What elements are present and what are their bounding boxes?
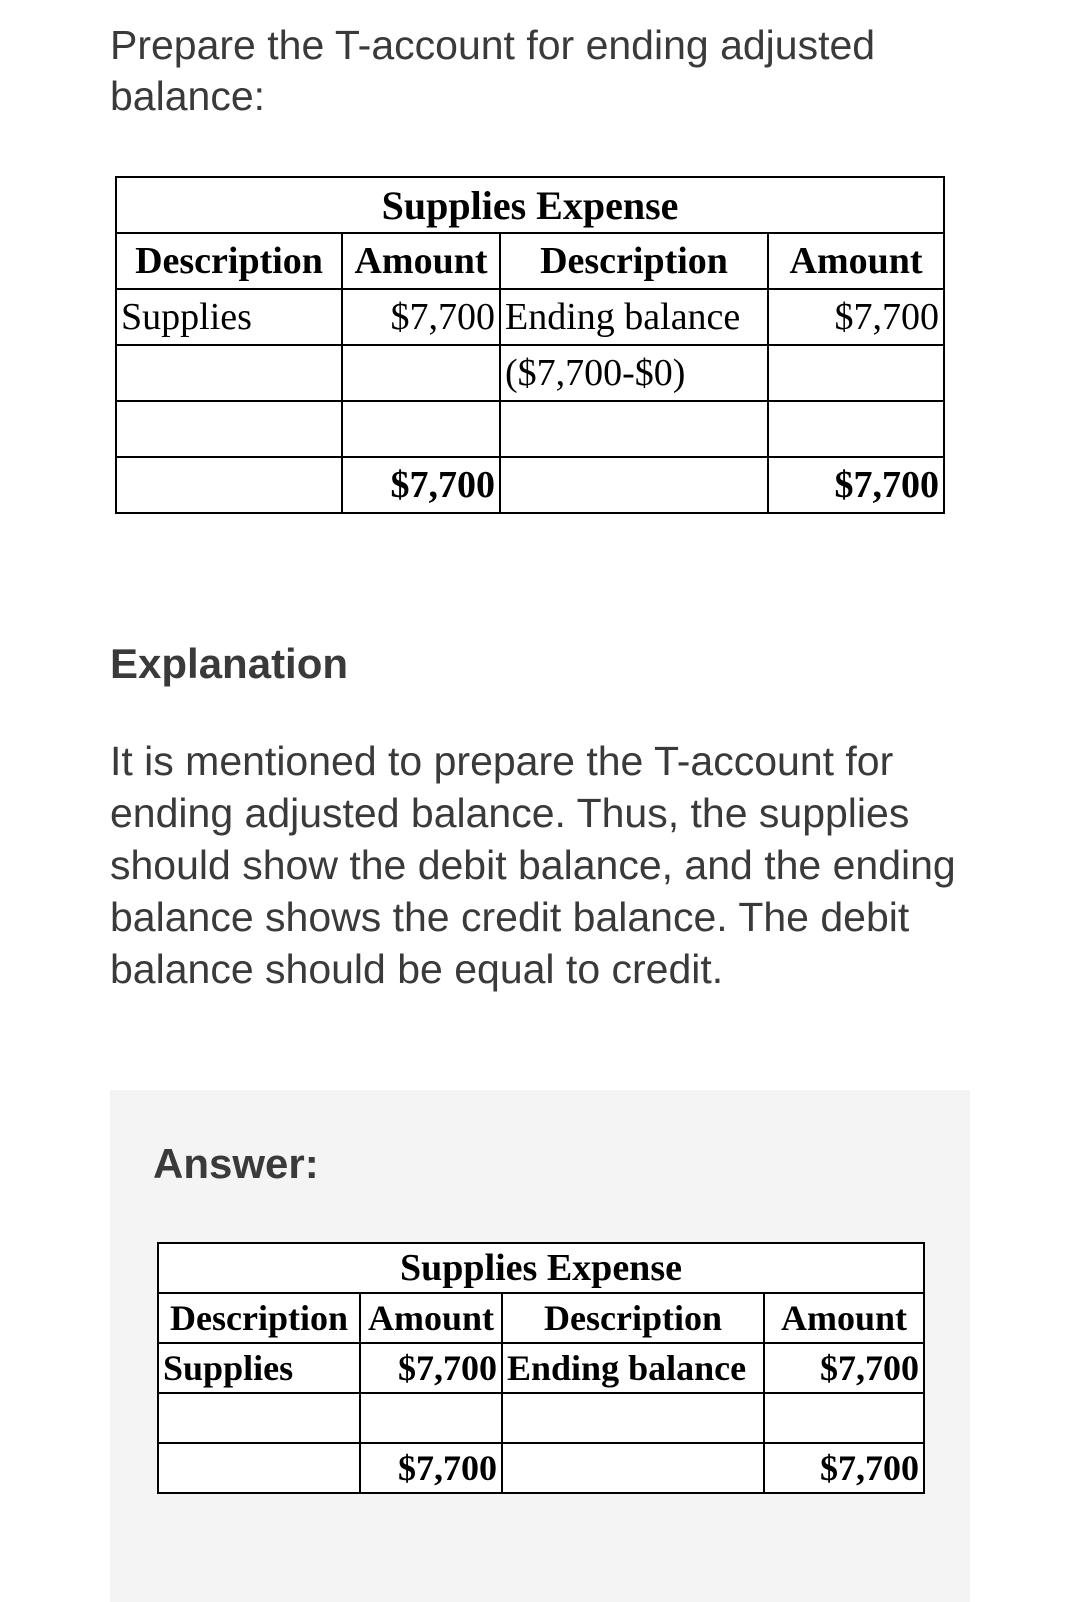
explanation-title: Explanation bbox=[110, 640, 349, 687]
cell-description bbox=[116, 401, 342, 457]
cell-description: Supplies bbox=[116, 289, 342, 345]
cell-amount: $7,700 bbox=[764, 1343, 924, 1393]
table-header-row bbox=[116, 233, 944, 289]
cell-description bbox=[116, 345, 342, 401]
cell-amount bbox=[360, 1393, 502, 1443]
table-row bbox=[116, 345, 944, 401]
cell-amount bbox=[342, 345, 500, 401]
cell-description: ($7,700-$0) bbox=[500, 345, 768, 401]
cell-amount bbox=[764, 1393, 924, 1443]
total-credit: $7,700 bbox=[768, 457, 944, 513]
table-row bbox=[158, 1393, 924, 1443]
cell-amount: $7,700 bbox=[360, 1343, 502, 1393]
total-debit: $7,700 bbox=[360, 1443, 502, 1493]
header-description-credit: Description bbox=[500, 233, 768, 289]
cell-description bbox=[158, 1393, 360, 1443]
cell-description bbox=[116, 457, 342, 513]
cell-amount: $7,700 bbox=[768, 289, 944, 345]
cell-description bbox=[158, 1443, 360, 1493]
table-title-row bbox=[158, 1243, 924, 1293]
table-title: Supplies Expense bbox=[158, 1243, 924, 1293]
cell-amount bbox=[768, 401, 944, 457]
cell-amount bbox=[342, 401, 500, 457]
cell-amount bbox=[768, 345, 944, 401]
answer-title: Answer: bbox=[153, 1140, 319, 1187]
header-amount-debit: Amount bbox=[360, 1293, 502, 1343]
cell-amount: $7,700 bbox=[342, 289, 500, 345]
header-amount-debit: Amount bbox=[342, 233, 500, 289]
total-debit: $7,700 bbox=[342, 457, 500, 513]
header-description-debit: Description bbox=[158, 1293, 360, 1343]
cell-description: Ending balance bbox=[502, 1343, 764, 1393]
header-amount-credit: Amount bbox=[768, 233, 944, 289]
table-row bbox=[116, 289, 944, 345]
cell-description bbox=[502, 1393, 764, 1443]
cell-description bbox=[500, 401, 768, 457]
cell-description: Supplies bbox=[158, 1343, 360, 1393]
page-heading: Prepare the T-account for ending adjusted balance: bbox=[110, 22, 876, 119]
supplies-expense-t-account bbox=[115, 176, 945, 514]
table-title: Supplies Expense bbox=[116, 177, 944, 233]
table-totals-row bbox=[158, 1443, 924, 1493]
header-amount-credit: Amount bbox=[764, 1293, 924, 1343]
explanation-body: It is mentioned to prepare the T-account for ending adjusted balance. Thus, the supplies should show the debit balance, and the ending balance shows the credit balance. The debit balance should be equal to credit. bbox=[110, 738, 956, 992]
table-title-row bbox=[116, 177, 944, 233]
cell-description: Ending balance bbox=[500, 289, 768, 345]
header-description-credit: Description bbox=[502, 1293, 764, 1343]
cell-description bbox=[502, 1443, 764, 1493]
table-totals-row bbox=[116, 457, 944, 513]
total-credit: $7,700 bbox=[764, 1443, 924, 1493]
table-row bbox=[158, 1343, 924, 1393]
answer-t-account bbox=[157, 1242, 925, 1494]
table-header-row bbox=[158, 1293, 924, 1343]
cell-description bbox=[500, 457, 768, 513]
table-row bbox=[116, 401, 944, 457]
header-description-debit: Description bbox=[116, 233, 342, 289]
